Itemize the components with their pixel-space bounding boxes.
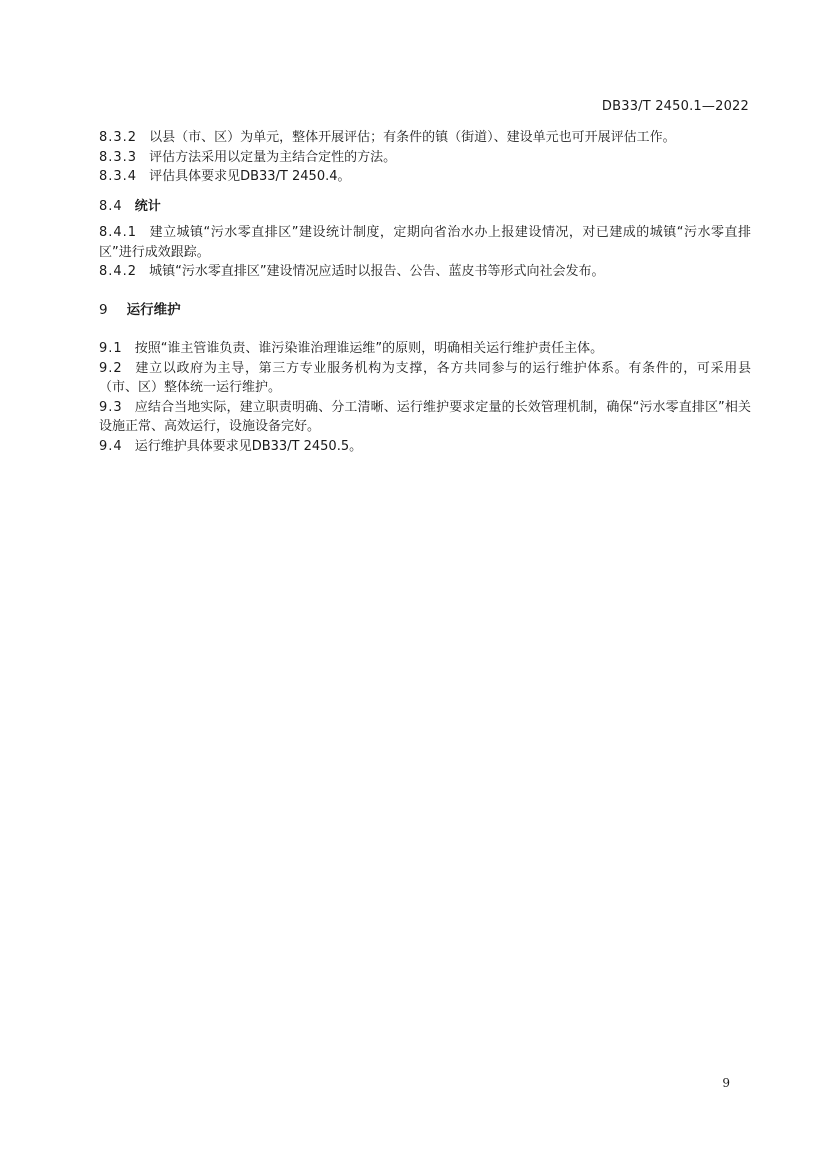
clause-number: 8.3.4 bbox=[99, 169, 138, 184]
clause-text: 建立以政府为主导，第三方专业服务机构为支撑，各方共同参与的运行维护体系。有条件的，可采用县（市、区）整体统一运行维护。 bbox=[99, 360, 751, 395]
clause-8-4-1 bbox=[99, 223, 751, 262]
clause-9-1 bbox=[99, 339, 751, 359]
clause-8-3-3 bbox=[99, 148, 751, 168]
clause-text: 按照“谁主管谁负责、谁污染谁治理谁运维”的原则，明确相关运行维护责任主体。 bbox=[134, 341, 604, 356]
clause-number: 8.3.2 bbox=[99, 130, 138, 145]
clause-8-4-2 bbox=[99, 262, 751, 282]
clause-number: 9.3 bbox=[99, 399, 123, 415]
document-body bbox=[99, 128, 751, 456]
clause-number: 8.4.2 bbox=[99, 264, 138, 279]
document-code-header: DB33/T 2450.1—2022 bbox=[601, 99, 749, 114]
section-heading-9 bbox=[99, 301, 751, 321]
page-number: 9 bbox=[722, 1076, 730, 1090]
clause-9-3 bbox=[99, 398, 751, 437]
clause-text: 建立城镇“污水零直排区”建设统计制度，定期向省治水办上报建设情况，对已建成的城镇“污水零直排区”进行成效跟踪。 bbox=[99, 225, 751, 260]
clause-text: 以县（市、区）为单元，整体开展评估；有条件的镇（街道）、建设单元也可开展评估工作。 bbox=[149, 130, 676, 145]
heading-title: 运行维护 bbox=[126, 301, 181, 318]
clause-text: 城镇“污水零直排区”建设情况应适时以报告、公告、蓝皮书等形式向社会发布。 bbox=[149, 264, 605, 279]
heading-number: 8.4 bbox=[99, 198, 123, 214]
clause-number: 8.4.1 bbox=[99, 225, 138, 240]
clause-9-4 bbox=[99, 437, 751, 457]
clause-text: 运行维护具体要求见DB33/T 2450.5。 bbox=[134, 438, 363, 454]
clause-8-3-2 bbox=[99, 128, 751, 148]
heading-title: 统计 bbox=[134, 198, 161, 214]
clause-number: 9.1 bbox=[99, 341, 123, 356]
heading-number: 9 bbox=[99, 301, 109, 318]
clause-8-3-4 bbox=[99, 167, 751, 187]
clause-text: 评估具体要求见DB33/T 2450.4。 bbox=[149, 169, 351, 184]
clause-number: 8.3.3 bbox=[99, 149, 138, 165]
clause-number: 9.2 bbox=[99, 360, 123, 376]
subsection-heading-8-4 bbox=[99, 197, 751, 217]
clause-9-2 bbox=[99, 359, 751, 398]
clause-text: 应结合当地实际，建立职责明确、分工清晰、运行维护要求定量的长效管理机制，确保“污水零直排区”相关设施正常、高效运行，设施设备完好。 bbox=[99, 399, 751, 434]
clause-text: 评估方法采用以定量为主结合定性的方法。 bbox=[149, 149, 397, 165]
clause-number: 9.4 bbox=[99, 438, 123, 454]
